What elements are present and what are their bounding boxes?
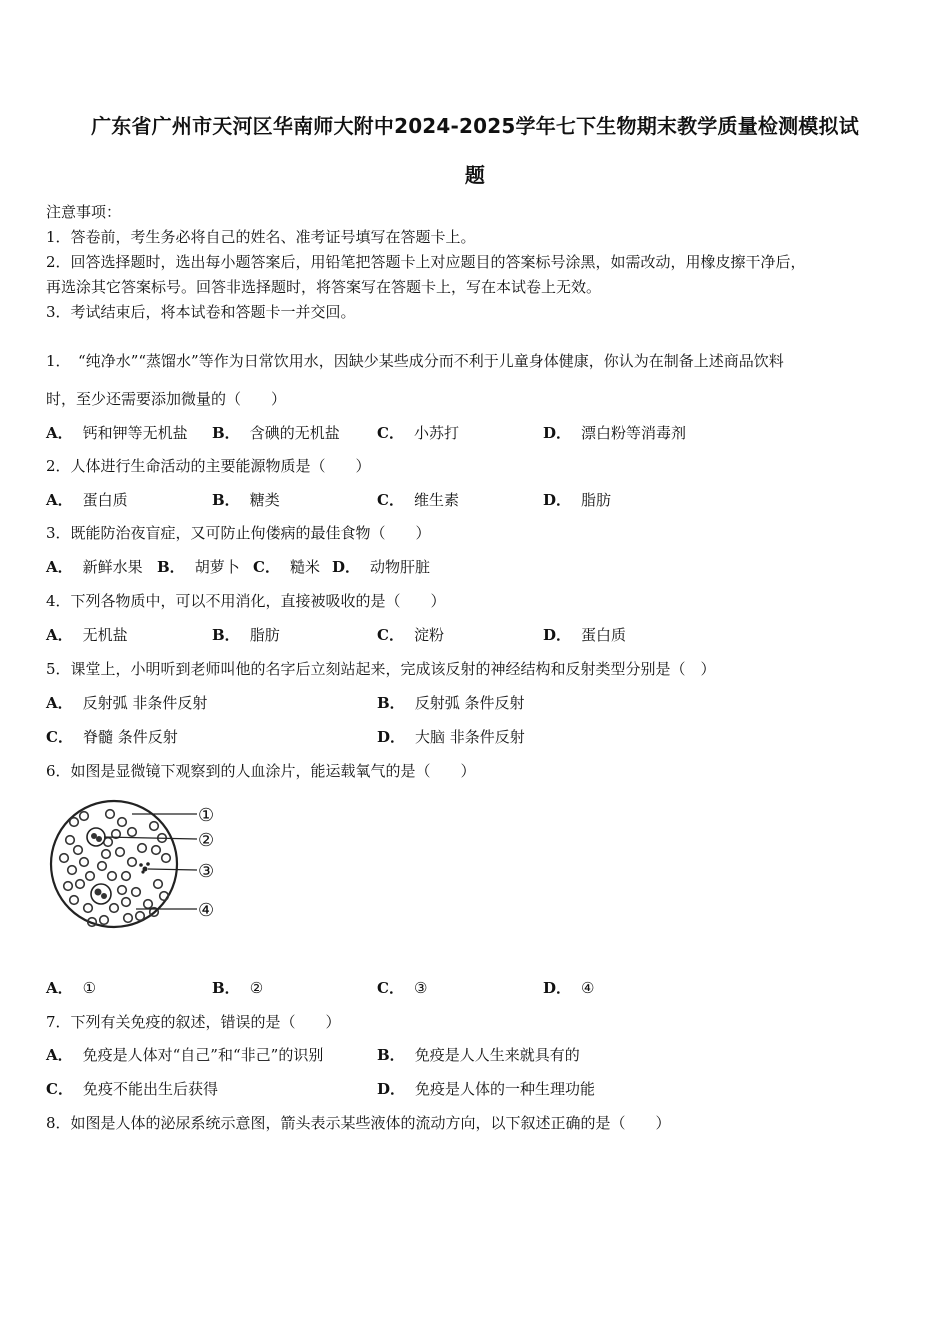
figure-label-1: ① bbox=[198, 805, 215, 826]
option-c: C． 免疫不能出生后获得 bbox=[46, 1080, 218, 1098]
option-d: D． 大脑 非条件反射 bbox=[377, 728, 525, 746]
question-stem: 5．课堂上，小明听到老师叫他的名字后立刻站起来，完成该反射的神经结构和反射类型分别是（ ） bbox=[46, 660, 716, 678]
option-d: D． 漂白粉等消毒剂 bbox=[543, 424, 687, 442]
option-d: D． 蛋白质 bbox=[543, 626, 627, 644]
option-a: A． 钙和钾等无机盐 bbox=[46, 424, 188, 442]
question-stem-continued: 时，至少还需要添加微量的（ ） bbox=[46, 390, 287, 408]
option-b: B． 免疫是人人生来就具有的 bbox=[377, 1046, 580, 1064]
notice-item-2: 2．回答选择题时，选出每小题答案后，用铅笔把答题卡上对应题目的答案标号涂黑，如需改动，用橡皮擦干净后， bbox=[46, 253, 806, 271]
option-c: C． 淀粉 bbox=[377, 626, 444, 644]
question-stem: 6．如图是显微镜下观察到的人血涂片，能运载氧气的是（ ） bbox=[46, 762, 476, 780]
notice-item-2-continued: 再选涂其它答案标号。回答非选择题时，将答案写在答题卡上，写在本试卷上无效。 bbox=[46, 278, 602, 296]
notice-item-1: 1．答卷前，考生务必将自己的姓名、准考证号填写在答题卡上。 bbox=[46, 228, 476, 246]
notice-heading: 注意事项： bbox=[46, 203, 122, 221]
option-a: A． 蛋白质 bbox=[46, 491, 128, 509]
question-stem: 3．既能防治夜盲症，又可防止佝偻病的最佳食物（ ） bbox=[46, 524, 431, 542]
figure-label-2: ② bbox=[198, 830, 215, 851]
option-a: A． ① bbox=[46, 979, 97, 997]
option-a: A． 反射弧 非条件反射 bbox=[46, 694, 208, 712]
question-stem: 7．下列有关免疫的叙述，错误的是（ ） bbox=[46, 1013, 341, 1031]
question-stem: 2．人体进行生命活动的主要能源物质是（ ） bbox=[46, 457, 371, 475]
microscope-field bbox=[51, 801, 177, 927]
option-a: A． 免疫是人体对“自己”和“非己”的识别 bbox=[46, 1046, 324, 1064]
option-b: B． 糖类 bbox=[212, 491, 280, 509]
option-b: B． ② bbox=[212, 979, 264, 997]
option-a: A． 无机盐 bbox=[46, 626, 128, 644]
option-c: C． ③ bbox=[377, 979, 428, 997]
question-stem: 4．下列各物质中，可以不用消化，直接被吸收的是（ ） bbox=[46, 592, 446, 610]
figure-label-4: ④ bbox=[198, 900, 215, 921]
option-b: B． 反射弧 条件反射 bbox=[377, 694, 525, 712]
option-d: D． ④ bbox=[543, 979, 595, 997]
question-stem: 8．如图是人体的泌尿系统示意图，箭头表示某些液体的流动方向，以下叙述正确的是（ ） bbox=[46, 1114, 671, 1132]
option-d: D． 脂肪 bbox=[543, 491, 612, 509]
option-d: D． 免疫是人体的一种生理功能 bbox=[377, 1080, 596, 1098]
blood-smear-figure bbox=[44, 792, 224, 942]
option-b: B． 含碘的无机盐 bbox=[212, 424, 340, 442]
option-c: C． 维生素 bbox=[377, 491, 459, 509]
option-a: A． 新鲜水果 bbox=[46, 558, 143, 576]
page-title: 广东省广州市天河区华南师大附中2024-2025学年七下生物期末教学质量检测模拟试 bbox=[91, 114, 859, 138]
figure-label-3: ③ bbox=[198, 861, 215, 882]
notice-item-3: 3．考试结束后，将本试卷和答题卡一并交回。 bbox=[46, 303, 356, 321]
option-c: C． 糙米 bbox=[253, 558, 320, 576]
option-b: B． 胡萝卜 bbox=[157, 558, 240, 576]
question-stem: 1． “纯净水”“蒸馏水”等作为日常饮用水，因缺少某些成分而不利于儿童身体健康，你认为在制备上述商品饮料 bbox=[46, 352, 784, 370]
option-d: D． 动物肝脏 bbox=[332, 558, 431, 576]
option-c: C． 小苏打 bbox=[377, 424, 459, 442]
page-title-continued: 题 bbox=[464, 163, 486, 187]
option-c: C． 脊髓 条件反射 bbox=[46, 728, 178, 746]
option-b: B． 脂肪 bbox=[212, 626, 280, 644]
